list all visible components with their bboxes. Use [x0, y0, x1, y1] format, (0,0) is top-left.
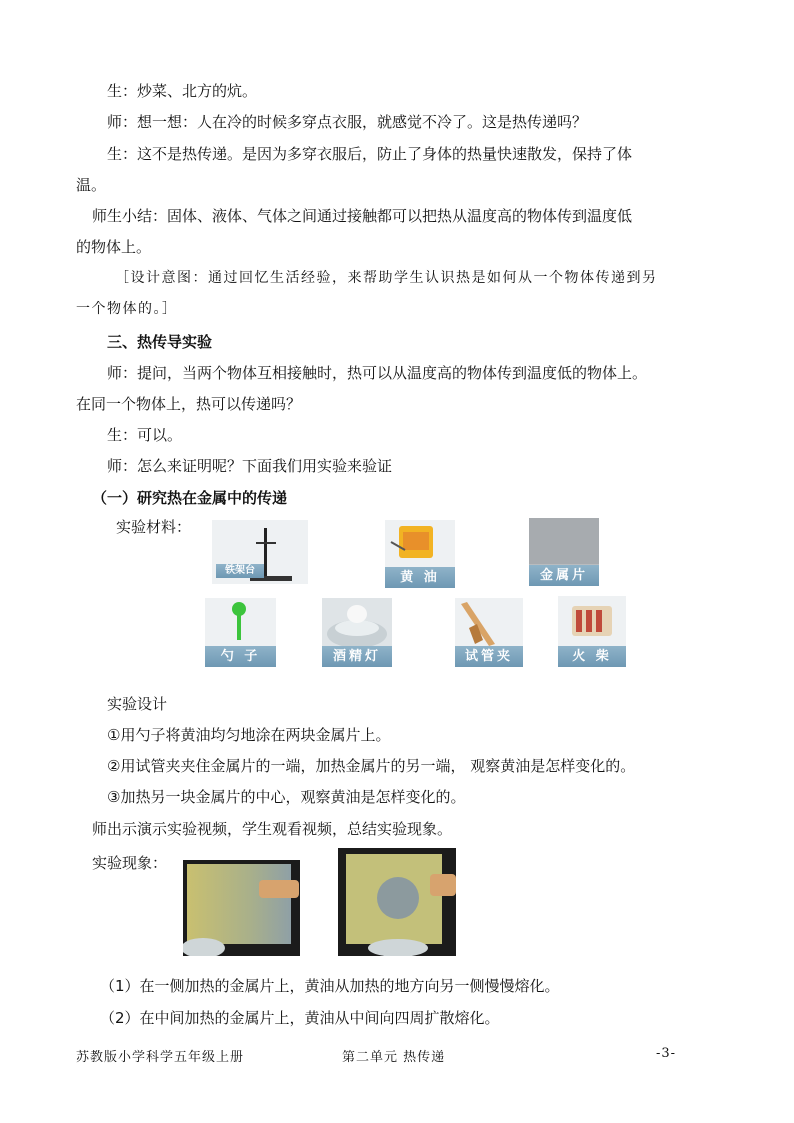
material-caption: 黄 油 [385, 567, 455, 588]
footer-book-title: 苏教版小学科学五年级上册 [76, 1050, 245, 1065]
result-line: （2）在中间加热的金属片上，黄油从中间向四周扩散熔化。 [100, 1009, 500, 1027]
summary-line: 师生小结：固体、液体、气体之间通过接触都可以把热从温度高的物体传到温度低 [92, 207, 633, 225]
result-line: （1）在一侧加热的金属片上，黄油从加热的地方向另一侧慢慢熔化。 [100, 977, 560, 995]
result-photo-side-heating [183, 860, 300, 956]
design-step: ②用试管夹夹住金属片的一端，加热金属片的另一端， 观察黄油是怎样变化的。 [107, 757, 636, 775]
design-intent-line: 一个物体的。］ [76, 301, 178, 317]
text-line: 师：想一想：人在冷的时候多穿点衣服，就感觉不冷了。这是热传递吗？ [107, 113, 588, 131]
material-caption: 酒精灯 [322, 646, 392, 667]
material-caption: 试管夹 [455, 646, 523, 667]
side-heated-plate-icon [183, 860, 300, 956]
material-caption: 金属片 [529, 565, 599, 586]
phenomenon-label: 实验现象： [92, 854, 168, 872]
text-line: 生：炒菜、北方的炕。 [107, 82, 258, 100]
materials-label: 实验材料： [116, 518, 192, 536]
footer-unit-title: 第二单元 热传递 [342, 1050, 446, 1065]
text-line: 师：提问，当两个物体互相接触时，热可以从温度高的物体传到温度低的物体上。 [107, 364, 648, 382]
material-photo-butter [385, 520, 455, 588]
text-line: 生：可以。 [107, 426, 183, 444]
material-photo-matches [558, 596, 626, 667]
section-heading: 三、热传导实验 [107, 333, 213, 351]
material-photo-metal-sheet [529, 518, 599, 586]
design-label: 实验设计 [107, 695, 168, 713]
center-heated-plate-icon [338, 848, 456, 956]
design-step: ①用勺子将黄油均匀地涂在两块金属片上。 [107, 726, 391, 744]
subsection-heading: （一）研究热在金属中的传递 [92, 489, 288, 507]
text-line: 温。 [76, 176, 107, 194]
result-photo-center-heating [338, 848, 456, 956]
material-photo-alcohol-lamp [322, 598, 392, 667]
summary-line: 的物体上。 [76, 238, 152, 256]
text-line: 在同一个物体上，热可以传递吗？ [76, 395, 302, 413]
text-line: 师出示演示实验视频，学生观看视频，总结实验现象。 [92, 820, 453, 838]
footer-page-number: -3- [656, 1046, 677, 1061]
material-caption: 勺 子 [205, 646, 276, 667]
text-line: 生：这不是热传递。是因为多穿衣服后，防止了身体的热量快速散发，保持了体 [107, 145, 633, 163]
material-photo-iron-stand [212, 520, 308, 584]
text-line: 师：怎么来证明呢？下面我们用实验来验证 [107, 457, 393, 475]
material-caption: 铁架台 [216, 564, 264, 578]
material-photo-spoon [205, 598, 276, 667]
material-caption: 火 柴 [558, 646, 626, 667]
design-step: ③加热另一块金属片的中心，观察黄油是怎样变化的。 [107, 788, 466, 806]
material-photo-test-tube-clamp [455, 598, 523, 667]
design-intent-line: ［设计意图：通过回忆生活经验，来帮助学生认识热是如何从一个物体传递到另 [115, 270, 658, 286]
